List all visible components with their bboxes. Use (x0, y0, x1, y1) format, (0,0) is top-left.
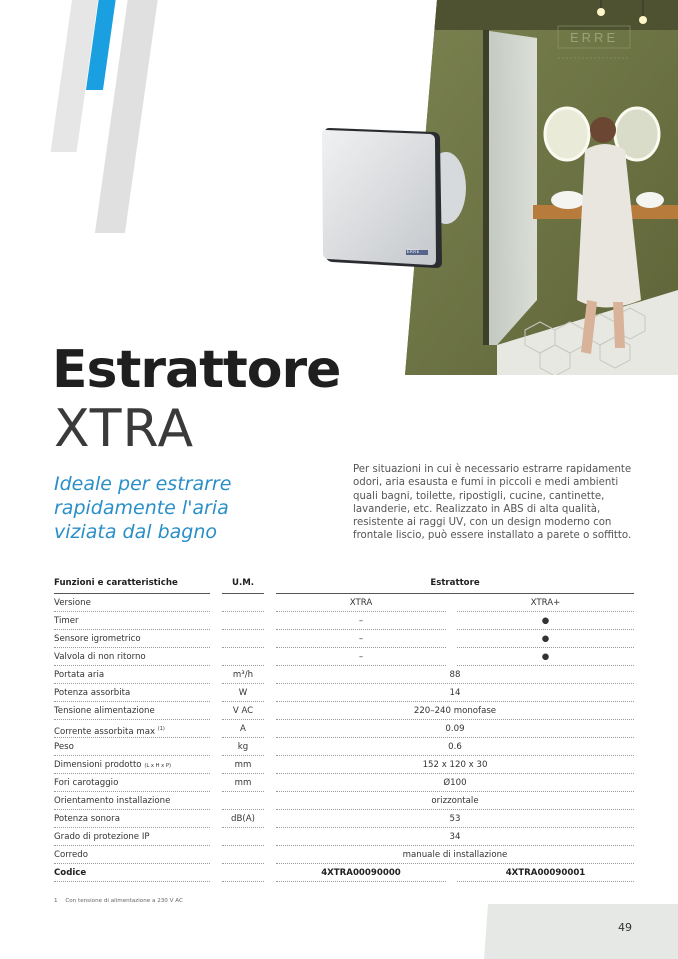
row-label: Codice (54, 864, 210, 882)
table-row (54, 774, 634, 792)
row-unit (222, 594, 264, 612)
table-row (54, 594, 634, 612)
row-unit (222, 612, 264, 630)
row-unit: kg (222, 738, 264, 756)
page-number: 49 (618, 921, 632, 934)
table-row-code (54, 864, 634, 882)
row-label-container (54, 720, 210, 738)
table-row (54, 630, 634, 648)
table-row (54, 612, 634, 630)
row-label: Potenza sonora (54, 810, 210, 828)
tagline-line: Ideale per estrarre (54, 473, 232, 495)
row-unit (222, 630, 264, 648)
code-xtra-plus: 4XTRA00090001 (457, 864, 634, 882)
code-xtra: 4XTRA00090000 (276, 864, 446, 882)
description-line: quali bagni, toilette, ripostigli, cucine, cantinette, (353, 490, 605, 502)
brand-logo-text: ERRE (570, 30, 619, 45)
row-label: Grado di protezione IP (54, 828, 210, 846)
row-value-xtra: – (276, 648, 446, 666)
tagline-line: rapidamente l'aria (54, 497, 229, 519)
table-row (54, 810, 634, 828)
row-value: 14 (276, 684, 634, 702)
header-unit: U.M. (222, 576, 264, 594)
description-line: frontale liscio, può essere installato a parete o soffitto. (353, 530, 632, 542)
footnote-ref: (1) (157, 726, 165, 732)
corner-decoration (484, 904, 678, 959)
description-line: resistente ai raggi UV, con un design moderno con (353, 517, 612, 529)
row-unit (222, 792, 264, 810)
row-unit: m³/h (222, 666, 264, 684)
fan-product-image (314, 122, 474, 272)
header-product: Estrattore (276, 576, 634, 594)
row-unit: dB(A) (222, 810, 264, 828)
row-value: 0.09 (276, 720, 634, 738)
row-label-note: (L x H x P) (144, 763, 172, 769)
description-line: Per situazioni in cui è necessario estrarre rapidamente (353, 464, 632, 475)
fan-badge-text: ERRE (407, 249, 420, 254)
row-value-xtra-plus: ● (457, 630, 634, 648)
row-label: Potenza assorbita (54, 684, 210, 702)
row-unit (222, 828, 264, 846)
row-label: Dimensioni prodotto (54, 760, 142, 770)
footnote-number: 1 (54, 898, 58, 904)
row-label-container (54, 756, 210, 774)
table-row (54, 828, 634, 846)
row-unit: mm (222, 774, 264, 792)
row-label: Tensione alimentazione (54, 702, 210, 720)
table-row (54, 846, 634, 864)
row-value-xtra: – (276, 612, 446, 630)
description-line: lavanderie, etc. Realizzato in ABS di alta qualità, (353, 503, 601, 515)
row-unit (222, 846, 264, 864)
table-row (54, 648, 634, 666)
row-value: 53 (276, 810, 634, 828)
row-value: 88 (276, 666, 634, 684)
spec-table (54, 576, 634, 882)
table-row (54, 684, 634, 702)
row-label: Fori carotaggio (54, 774, 210, 792)
row-value: manuale di installazione (276, 846, 634, 864)
table-row (54, 738, 634, 756)
row-value-xtra: XTRA (276, 594, 446, 612)
row-unit: V AC (222, 702, 264, 720)
description-line: odori, aria esausta e fumi in piccoli e medi ambienti (353, 477, 619, 489)
footnote (54, 898, 189, 904)
tagline (54, 472, 304, 544)
row-label: Timer (54, 612, 210, 630)
row-value: orizzontale (276, 792, 634, 810)
row-label: Valvola di non ritorno (54, 648, 210, 666)
row-label: Corredo (54, 846, 210, 864)
product-description (353, 463, 643, 543)
footnote-text: Con tensione di alimentazione a 230 V AC (65, 898, 183, 904)
table-row (54, 702, 634, 720)
brand-logo (556, 22, 632, 66)
row-label: Versione (54, 594, 210, 612)
row-value: 152 x 120 x 30 (276, 756, 634, 774)
row-value-xtra-plus: XTRA+ (457, 594, 634, 612)
table-row (54, 756, 634, 774)
table-header-row (54, 576, 634, 594)
row-unit: mm (222, 756, 264, 774)
row-unit: W (222, 684, 264, 702)
row-label: Sensore igrometrico (54, 630, 210, 648)
row-label: Peso (54, 738, 210, 756)
row-value: Ø100 (276, 774, 634, 792)
row-value: 34 (276, 828, 634, 846)
row-value: 0.6 (276, 738, 634, 756)
row-unit (222, 648, 264, 666)
row-value-xtra-plus: ● (457, 612, 634, 630)
product-title: Estrattore (52, 340, 341, 400)
row-value: 220–240 monofase (276, 702, 634, 720)
row-label: Orientamento installazione (54, 792, 210, 810)
row-value-xtra: – (276, 630, 446, 648)
fan-illustration (314, 122, 474, 272)
tagline-line: viziata dal bagno (54, 521, 218, 543)
row-label: Corrente assorbita max (54, 726, 156, 737)
header-features: Funzioni e caratteristiche (54, 576, 210, 594)
product-model-title: XTRA (54, 399, 195, 459)
table-row (54, 792, 634, 810)
row-label: Portata aria (54, 666, 210, 684)
table-row (54, 720, 634, 738)
row-unit (222, 864, 264, 882)
row-unit: A (222, 720, 264, 738)
row-value-xtra-plus: ● (457, 648, 634, 666)
table-row (54, 666, 634, 684)
